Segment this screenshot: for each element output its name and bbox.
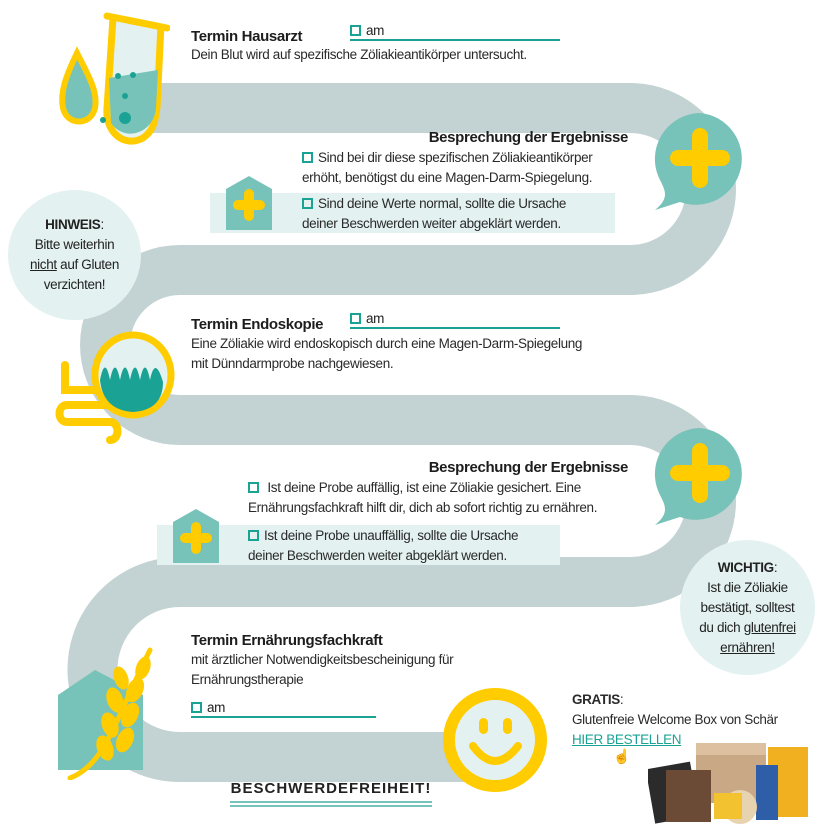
final-goal-label: BESCHWERDEFREIHEIT! [230, 780, 432, 807]
clinic-house-icon [224, 175, 274, 230]
checkbox[interactable] [302, 152, 313, 163]
wheat-house-icon [55, 640, 175, 780]
clinic-house-icon [171, 508, 221, 563]
smiley-icon [443, 688, 548, 793]
date-label: am [366, 311, 385, 326]
checkbox[interactable] [248, 482, 259, 493]
checkbox[interactable] [191, 702, 202, 713]
speech-bubble-plus-icon [650, 110, 750, 210]
checkbox[interactable] [302, 198, 313, 209]
appointment-date-field[interactable] [350, 23, 560, 41]
appointment-date-field[interactable] [191, 700, 376, 718]
appointment-date-field[interactable] [350, 311, 560, 329]
promo-block: GRATIS: Glutenfreie Welcome Box von Schär HIER BESTELLEN [572, 690, 778, 750]
result-option: Sind bei dir diese spezifischen Zöliakieantikörper erhöht, benötigst du eine Magen-Darm-Spiegelung. [302, 150, 593, 185]
step-description: mit ärztlicher Notwendigkeitsbescheinigung für Ernährungstherapie [191, 652, 454, 687]
checkbox[interactable] [350, 25, 361, 36]
result-option: Sind deine Werte normal, sollte die Ursache deiner Beschwerden weiter abgeklärt werden. [302, 196, 567, 231]
step-title: Besprechung der Ergebnisse [428, 459, 628, 476]
step-title: Termin Hausarzt [191, 28, 303, 45]
pointer-hand-icon: ☝ [613, 748, 631, 764]
checkbox[interactable] [350, 313, 361, 324]
important-bubble: WICHTIG: Ist die Zöliakie bestätigt, solltest du dich glutenfrei ernähren! [680, 540, 815, 675]
date-label: am [366, 23, 385, 38]
test-tube-icon [55, 8, 170, 153]
date-label: am [207, 700, 226, 715]
step-description: Dein Blut wird auf spezifische Zöliakieantikörper untersucht. [191, 47, 527, 62]
intestine-villi-icon [55, 330, 180, 445]
speech-bubble-plus-icon [650, 425, 750, 525]
step-title: Termin Endoskopie [191, 316, 324, 333]
order-link[interactable]: HIER BESTELLEN [572, 732, 682, 747]
result-option: Ist deine Probe auffällig, ist eine Zöliakie gesichert. Eine Ernährungsfachkraft hilft dir, dich ab sofort richtig zu ernähren. [248, 480, 598, 515]
step-title: Termin Ernährungsfachkraft [191, 632, 383, 649]
checkbox[interactable] [248, 530, 259, 541]
step-title: Besprechung der Ergebnisse [428, 129, 628, 146]
hint-bubble: HINWEIS: Bitte weiterhin nicht auf Gluten verzichten! [8, 190, 141, 320]
step-description: Eine Zöliakie wird endoskopisch durch eine Magen-Darm-Spiegelung mit Dünndarmprobe nachgewiesen. [191, 336, 583, 371]
result-option: Ist deine Probe unauffällig, sollte die Ursache deiner Beschwerden weiter abgeklärt werden. [248, 528, 519, 563]
welcome-box-product-image [648, 735, 813, 825]
